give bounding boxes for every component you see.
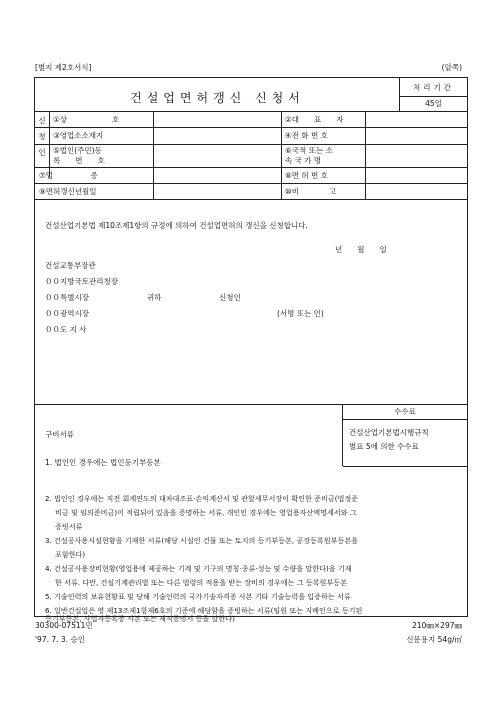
fee-box-bottom [343,466,467,467]
divider [365,167,366,183]
divider [365,183,366,199]
field-label-license-number: ⑧면 허 번 호 [285,171,328,180]
divider [281,127,282,144]
divider [153,183,154,199]
divider [281,111,282,127]
applicant-char-3: 인 [38,148,46,157]
footer-size: 210㎜×297㎜ [412,621,462,630]
footer-approval: '97. 7. 3. 승인 [35,635,85,644]
documents-section [35,404,467,617]
divider [365,127,366,144]
field-label-trade-name: ①상 호 [53,115,120,124]
divider [153,111,154,127]
fee-text-1: 건설산업기본법시행규칙 [349,428,429,437]
doc-item-1: 1. 법인인 경우에는 법인등기부등본 [45,458,161,467]
field-label-nationality-1: ⑥국적 또는 소 [285,146,333,155]
date-line: 년 월 일 [335,245,387,254]
application-form [34,77,468,617]
doc-item-6-cont: 등기부등본, 사업자등록증 사본 또는 재직증명서 등을 말한다) [45,614,235,623]
field-label-reg-number-1: ⑤법인(주민)등 [53,146,102,155]
divider [153,127,154,144]
honorific: 귀하 [147,293,162,302]
row-3 [35,144,467,168]
doc-item-2-cont2: 증빙서류 [55,522,83,531]
field-label-remarks: ⑩비 고 [285,187,337,196]
field-label-nationality-2: 속 국 가 명 [285,156,322,165]
field-label-phone: ④전 화 번 호 [285,131,328,140]
applicant-sign-label: 신청인 [219,293,241,302]
form-number: [별지 제2호서식] [35,63,92,72]
fee-label: 수수료 [343,404,467,420]
processing-period-value: 45일 [425,99,442,108]
row-5 [35,183,467,200]
field-grid [35,111,467,199]
field-label-office-address: ③영업소소재지 [53,131,104,140]
docs-title: 구비서류 [45,430,74,439]
doc-item-4-cont: 한 서류. 다만, 건설기계관리법 또는 다른 법령의 적용을 받는 장비의 경우에는 그 등록원부등본 [55,578,347,587]
divider [365,144,366,167]
divider [281,144,282,167]
row-4 [35,167,467,184]
field-label-reg-number-2: 록 번 호 [53,156,105,165]
doc-item-3: 3. 건설공사용시설현황을 기재한 서류(해당 시설인 건물 또는 토지의 등기부등본, 공장등록원부등본을 [45,536,359,545]
footer-code: 30300-07511민 [35,621,93,630]
divider [153,144,154,167]
row-2 [35,127,467,145]
doc-item-2-cont: 비금 및 임의준비금)이 적립되어 있음을 증명하는 서류, 개인인 경우에는 영업용자산액명세서와 그 [55,508,357,517]
sheet-side: (앞쪽) [441,63,462,72]
sign-note: (서명 또는 인) [277,309,324,318]
doc-item-3-cont: 포함한다) [55,550,86,559]
doc-item-4: 4. 건설공사용장비현황(영업용에 제공하는 기계 및 기구의 명칭·종류·성능 및 수량을 말한다)을 기재 [45,564,352,573]
addressee-1: 건설교통부장관 [45,261,96,270]
divider [281,183,282,199]
addressee-3: ００특별시장 [45,293,89,302]
field-label-renewal-date: ⑨면허갱신년월일 [39,187,97,196]
applicant-char-2: 청 [38,132,46,141]
divider [281,167,282,183]
addressee-5: ００도 지 사 [45,325,87,334]
fee-text-2: 별표 5에 의한 수수료 [349,442,419,451]
fee-box [342,404,467,466]
doc-item-5: 5. 기술인력의 보유현황표 및 당해 기술인력의 국가기술자격증 사본 기타 기술능력을 입증하는 서류 [45,592,351,601]
title-row [35,78,467,112]
field-label-business-type: ⑦업 종 [39,171,98,180]
doc-item-2: 2. 법인인 경우에는 직전 회계연도의 대차대조표·손익계산서 및 관할세무서장이 확인한 준비금(법정준 [45,494,359,503]
processing-period-label: 처리기간 [400,82,467,97]
statement-text: 건설산업기본법 제10조제1항의 규정에 의하여 건설업면허의 갱신을 신청합니다. [45,221,308,230]
divider [365,111,366,127]
applicant-char-1: 신 [38,116,46,125]
page-title: 건설업면허갱신 신청서 [130,91,305,105]
addressee-4: ００광역시장 [45,309,89,318]
row-1 [35,111,467,128]
footer-paper: 신문용지 54g/㎡ [406,635,462,644]
field-label-representative: ②대 표 자 [285,115,344,124]
divider [153,167,154,183]
doc-item-6: 6. 일반건설업은 영 제13조제1항제6호의 기준에 해당함을 증빙하는 서류(임원 또는 지배인으로 등기된 [45,606,363,615]
processing-period [399,78,467,111]
statement-section [35,199,467,405]
addressee-2: ００지방국토관리청장 [45,277,118,286]
